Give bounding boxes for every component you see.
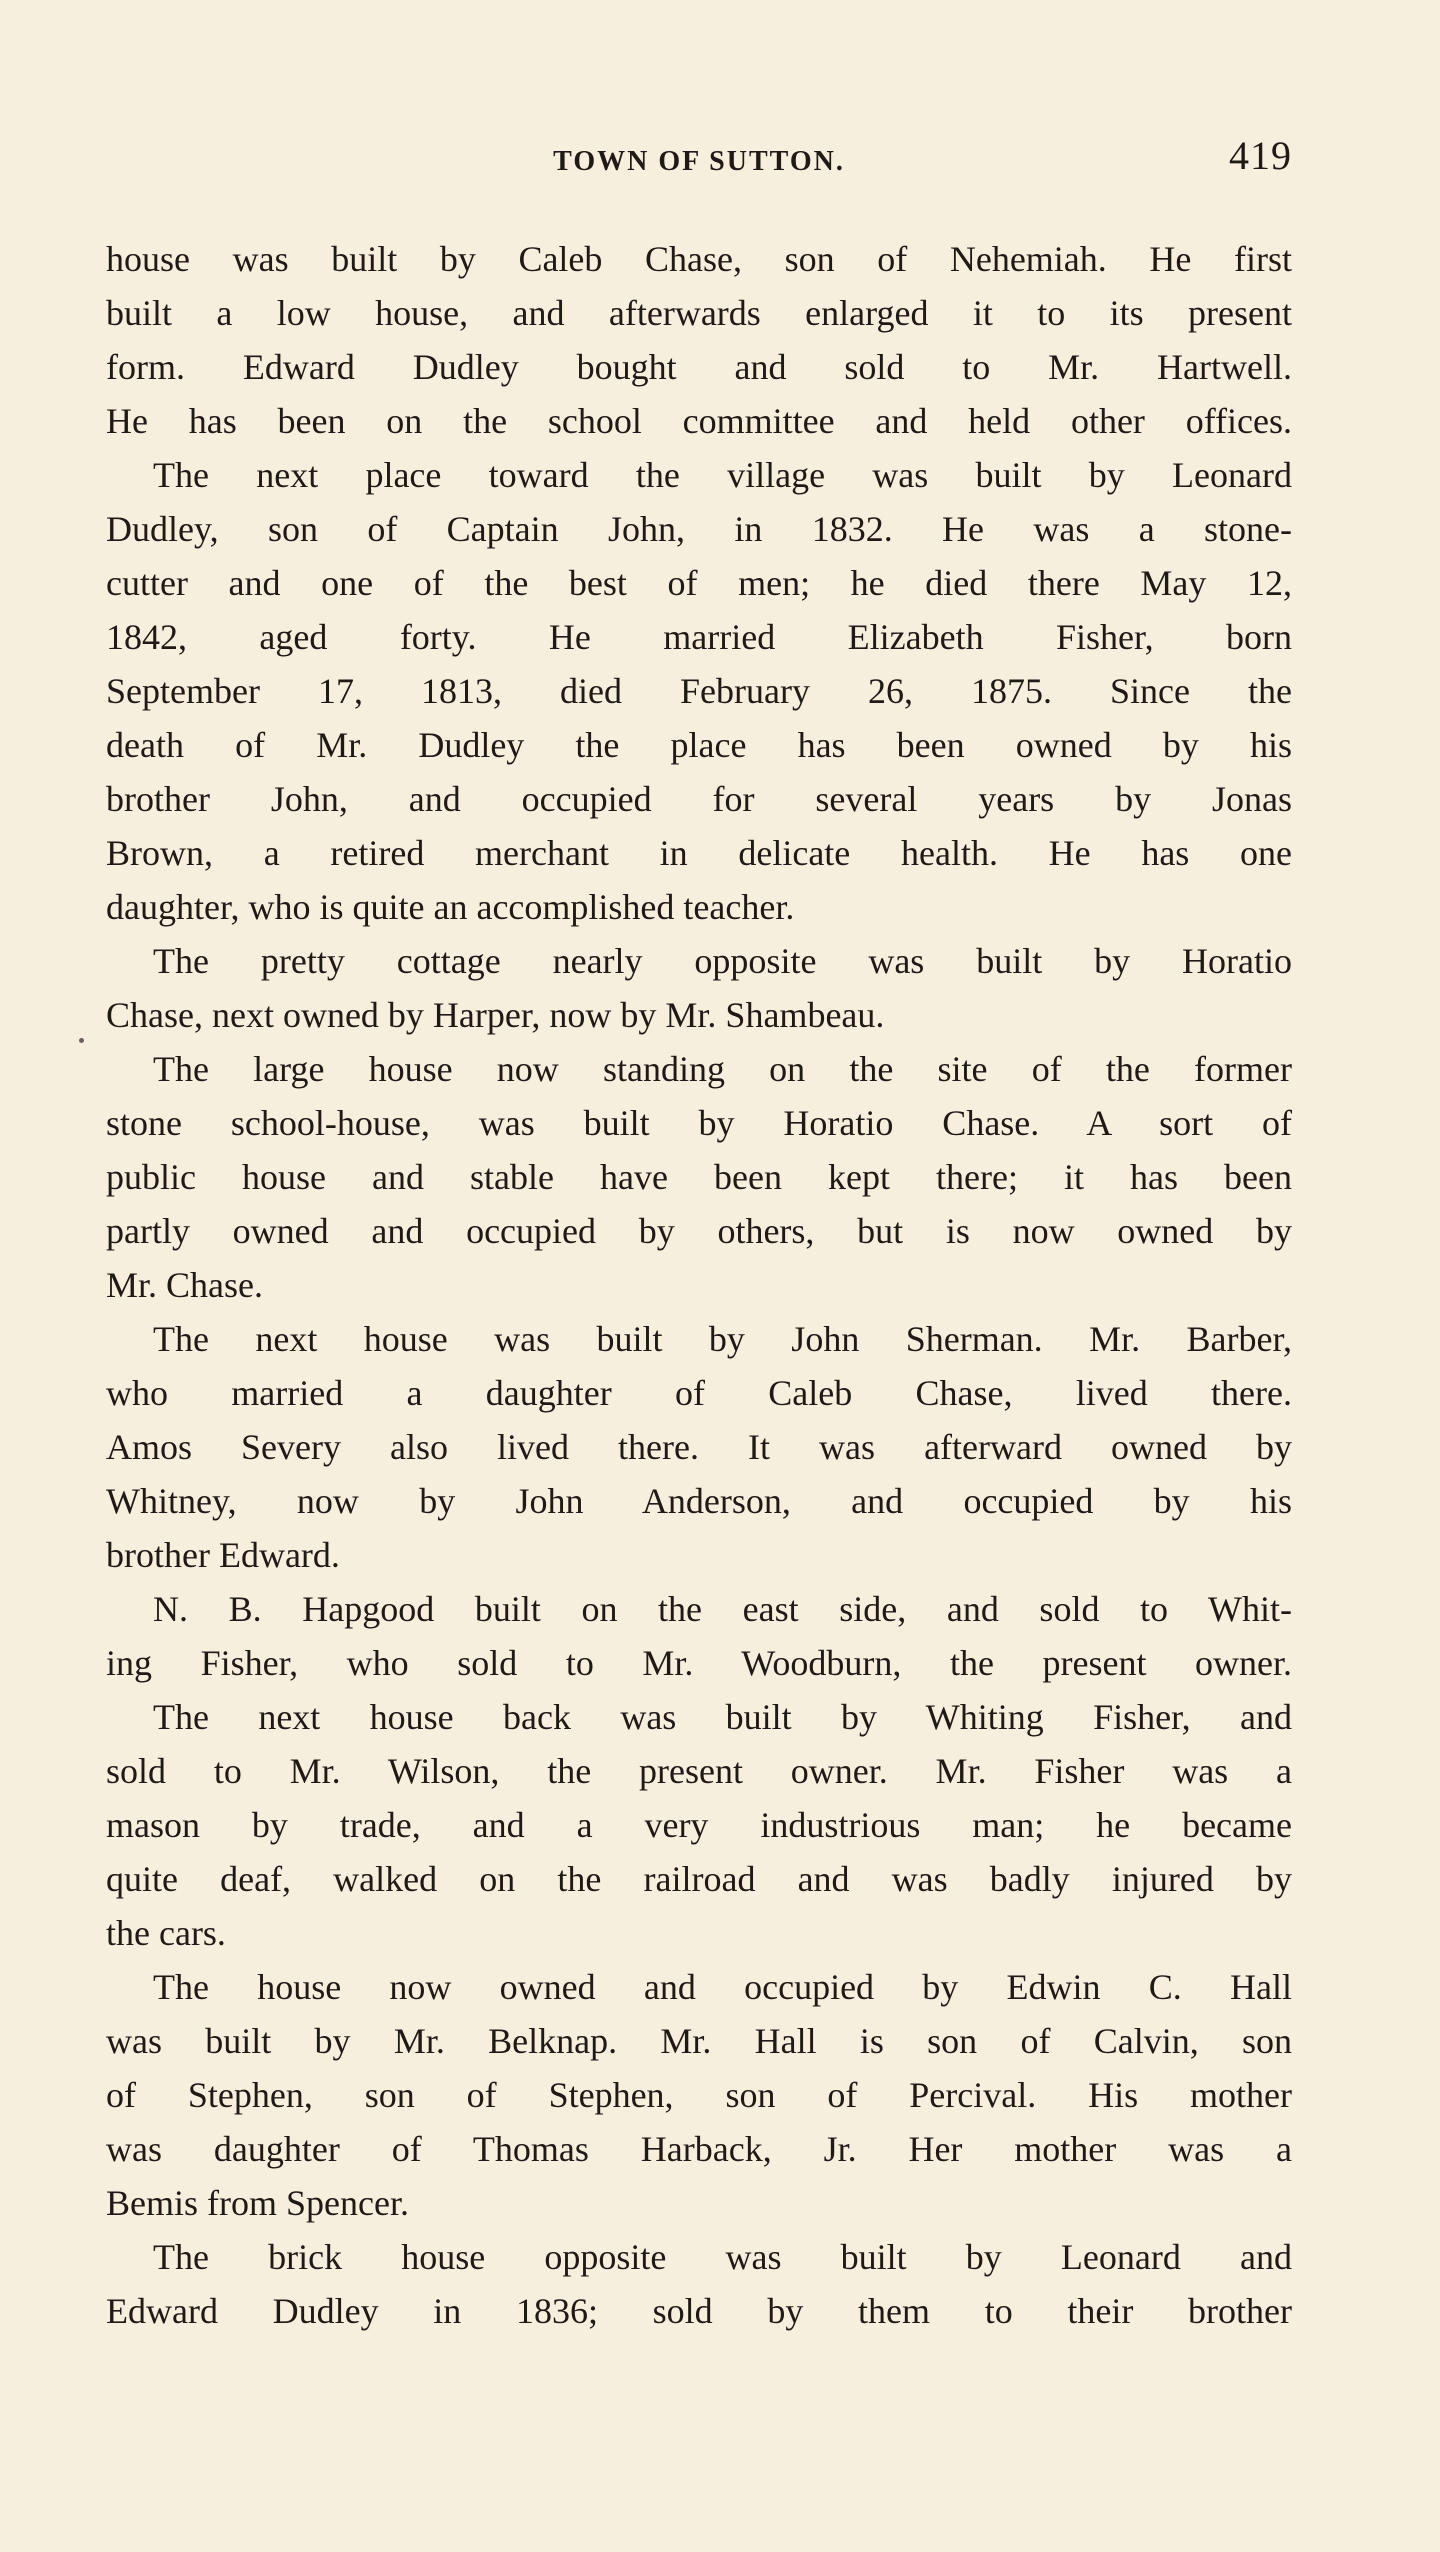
text-line: mason by trade, and a very industrious man; he became [106, 1805, 1292, 1845]
text-line: Edward Dudley in 1836; sold by them to their brother [106, 2291, 1292, 2331]
text-line: who married a daughter of Caleb Chase, lived there. [106, 1373, 1292, 1413]
text-line: Dudley, son of Captain John, in 1832. He was a stone- [106, 509, 1292, 549]
text-line: house was built by Caleb Chase, son of Nehemiah. He first [106, 239, 1292, 279]
paragraph-start-line: The house now owned and occupied by Edwin C. Hall [153, 1967, 1292, 2007]
running-head: TOWN OF SUTTON. [553, 146, 845, 177]
paragraph-end-line: Bemis from Spencer. [106, 2183, 409, 2223]
text-line: was built by Mr. Belknap. Mr. Hall is son of Calvin, son [106, 2021, 1292, 2061]
text-line: was daughter of Thomas Harback, Jr. Her mother was a [106, 2129, 1292, 2169]
text-line: partly owned and occupied by others, but is now owned by [106, 1211, 1292, 1251]
text-line: public house and stable have been kept there; it has been [106, 1157, 1292, 1197]
text-line: ing Fisher, who sold to Mr. Woodburn, the present owner. [106, 1643, 1292, 1683]
paper-speck [79, 1038, 84, 1043]
body-text [106, 232, 1292, 2338]
text-line: Brown, a retired merchant in delicate health. He has one [106, 833, 1292, 873]
text-line: stone school-house, was built by Horatio Chase. A sort of [106, 1103, 1292, 1143]
paragraph-start-line: The next house was built by John Sherman. Mr. Barber, [153, 1319, 1292, 1359]
paragraph-start-line: N. B. Hapgood built on the east side, and sold to Whit- [153, 1589, 1292, 1629]
text-line: Amos Severy also lived there. It was afterward owned by [106, 1427, 1292, 1467]
text-line: cutter and one of the best of men; he died there May 12, [106, 563, 1292, 603]
paragraph-end-line: Mr. Chase. [106, 1265, 263, 1305]
paragraph-start-line: The next place toward the village was built by Leonard [153, 455, 1292, 495]
paragraph-start-line: The next house back was built by Whiting Fisher, and [153, 1697, 1292, 1737]
paragraph-end-line: the cars. [106, 1913, 226, 1953]
paragraph-start-line: The brick house opposite was built by Leonard and [153, 2237, 1292, 2277]
text-line: brother John, and occupied for several years by Jonas [106, 779, 1292, 819]
text-line: built a low house, and afterwards enlarged it to its present [106, 293, 1292, 333]
text-line: He has been on the school committee and held other offices. [106, 401, 1292, 441]
text-line: quite deaf, walked on the railroad and was badly injured by [106, 1859, 1292, 1899]
text-line: Whitney, now by John Anderson, and occupied by his [106, 1481, 1292, 1521]
text-line: 1842, aged forty. He married Elizabeth Fisher, born [106, 617, 1292, 657]
paragraph-start-line: The large house now standing on the site of the former [153, 1049, 1292, 1089]
paragraph-end-line: daughter, who is quite an accomplished teacher. [106, 887, 795, 927]
text-line: death of Mr. Dudley the place has been owned by his [106, 725, 1292, 765]
text-line: September 17, 1813, died February 26, 1875. Since the [106, 671, 1292, 711]
paragraph-start-line: The pretty cottage nearly opposite was built by Horatio [153, 941, 1292, 981]
page-number: 419 [1229, 133, 1292, 178]
text-line: form. Edward Dudley bought and sold to Mr. Hartwell. [106, 347, 1292, 387]
text-line: of Stephen, son of Stephen, son of Percival. His mother [106, 2075, 1292, 2115]
paragraph-end-line: Chase, next owned by Harper, now by Mr. Shambeau. [106, 995, 885, 1035]
text-line: sold to Mr. Wilson, the present owner. Mr. Fisher was a [106, 1751, 1292, 1791]
paragraph-end-line: brother Edward. [106, 1535, 340, 1575]
page-header [106, 132, 1292, 192]
